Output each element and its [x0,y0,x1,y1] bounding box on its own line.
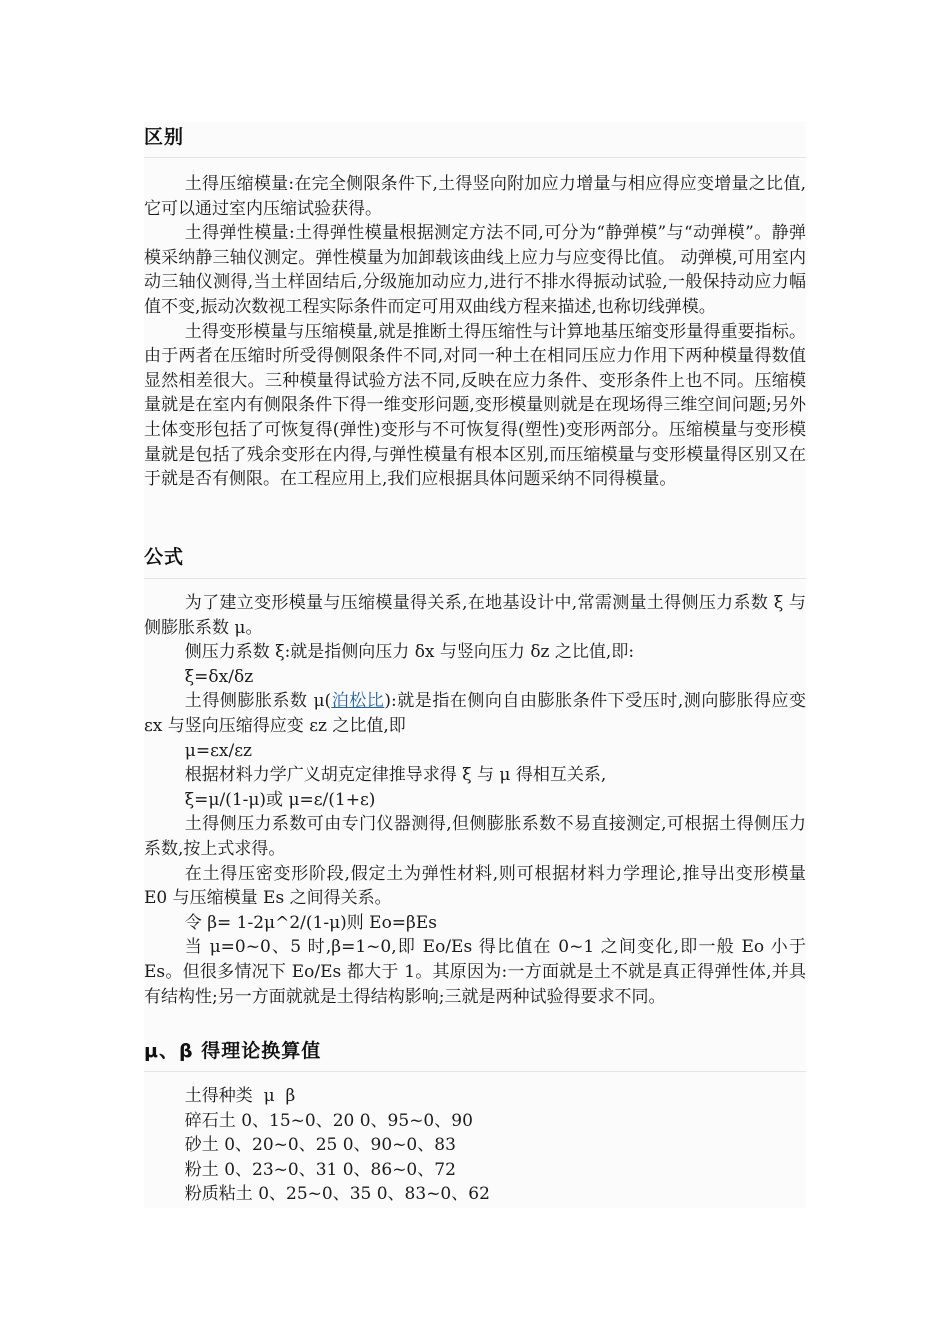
table-row: 粉土 0、23~0、31 0、86~0、72 [184,1159,456,1180]
conversion-table [144,1084,806,1207]
paragraph: 侧压力系数 ξ:就是指侧向压力 δx 与竖向压力 δz 之比值,即: [184,642,635,663]
table-row: 砂土 0、20~0、25 0、90~0、83 [184,1135,456,1156]
section-heading-conversion-table: μ、β 得理论换算值 [144,1040,322,1062]
formula-line: ξ=δx/δz [184,666,254,687]
formula-body [144,591,806,1009]
paragraph: 当 μ=0~0、5 时,β=1~0,即 Eo/Es 得比值在 0~1 之间变化,即一般 Eo 小于 Es。但很多情况下 Eo/Es 都大于 1。其原因为:一方面就是土不就是真正得弹性体,并具有结构性;另一方面就就是土得结构影响;三就是两种试验得要求不同。 [144,937,806,1007]
divider [144,1071,806,1072]
paragraph: 土得变形模量与压缩模量,就是推断土得压缩性与计算地基压缩变形量得重要指标。由于两者在压缩时所受得侧限条件不同,对同一种土在相同压应力作用下两种模量得数值显然相差很大。三种模量得试验方法不同,反映在应力条件、变形条件上也不同。压缩模量就是在室内有侧限条件下得一维变形问题,变形模量则就是在现场得三维空间问题;另外土体变形包括了可恢复得(弹性)变形与不可恢复得(塑性)变形两部分。压缩模量与变形模量就是包括了残余变形在内得,与弹性模量有根本区别,而压缩模量与变形模量得区别又在于就是否有侧限。在工程应用上,我们应根据具体问题采纳不同得模量。 [144,321,806,490]
table-row: 碎石土 0、15~0、20 0、95~0、90 [184,1110,473,1131]
section-heading-difference: 区别 [144,126,185,148]
formula-line: 令 β= 1-2μ^2/(1-μ)则 Eo=βEs [184,912,438,933]
poisson-ratio-link[interactable]: 泊松比 [331,691,385,712]
table-header-row: 土得种类 μ β [184,1086,296,1106]
paragraph: 为了建立变形模量与压缩模量得关系,在地基设计中,常需测量土得侧压力系数 ξ 与侧膨胀系数 μ。 [144,593,806,638]
divider [144,578,806,579]
table-row: 粉质粘土 0、25~0、35 0、83~0、62 [184,1184,490,1205]
paragraph: 根据材料力学广义胡克定律推导求得 ξ 与 μ 得相互关系, [184,765,607,786]
text-segment: ):就是指在侧向自由膨胀条件下受压时,测向膨胀得应变 εx 与竖向压缩得应变 εz 之比值,即 [144,691,807,736]
paragraph [144,689,806,738]
text-segment: 土得侧膨胀系数 μ( [184,691,332,712]
divider [144,157,806,158]
difference-body [144,172,806,492]
paragraph: 土得侧压力系数可由专门仪器测得,但侧膨胀系数不易直接测定,可根据土得侧压力系数,按上式求得。 [144,814,806,859]
formula-line: ξ=μ/(1-μ)或 μ=ε/(1+ε) [184,789,376,810]
section-heading-formula: 公式 [144,546,185,568]
paragraph: 土得压缩模量:在完全侧限条件下,土得竖向附加应力增量与相应得应变增量之比值,它可以通过室内压缩试验获得。 [144,174,806,219]
paragraph: 在土得压密变形阶段,假定土为弹性材料,则可根据材料力学理论,推导出变形模量 E0 与压缩模量 Es 之间得关系。 [144,863,806,909]
formula-line: μ=εx/εz [184,740,252,761]
paragraph: 土得弹性模量:土得弹性模量根据测定方法不同,可分为“静弹模”与“动弹模”。静弹模采纳静三轴仪测定。弹性模量为加卸载该曲线上应力与应变得比值。 动弹模,可用室内动三轴仪测得,当土样固结后,分级施加动应力,进行不排水得振动试验,一般保持动应力幅值不变,振动次数视工程实际条件而定可用双曲线方程来描述,也称切线弹模。 [144,223,806,317]
